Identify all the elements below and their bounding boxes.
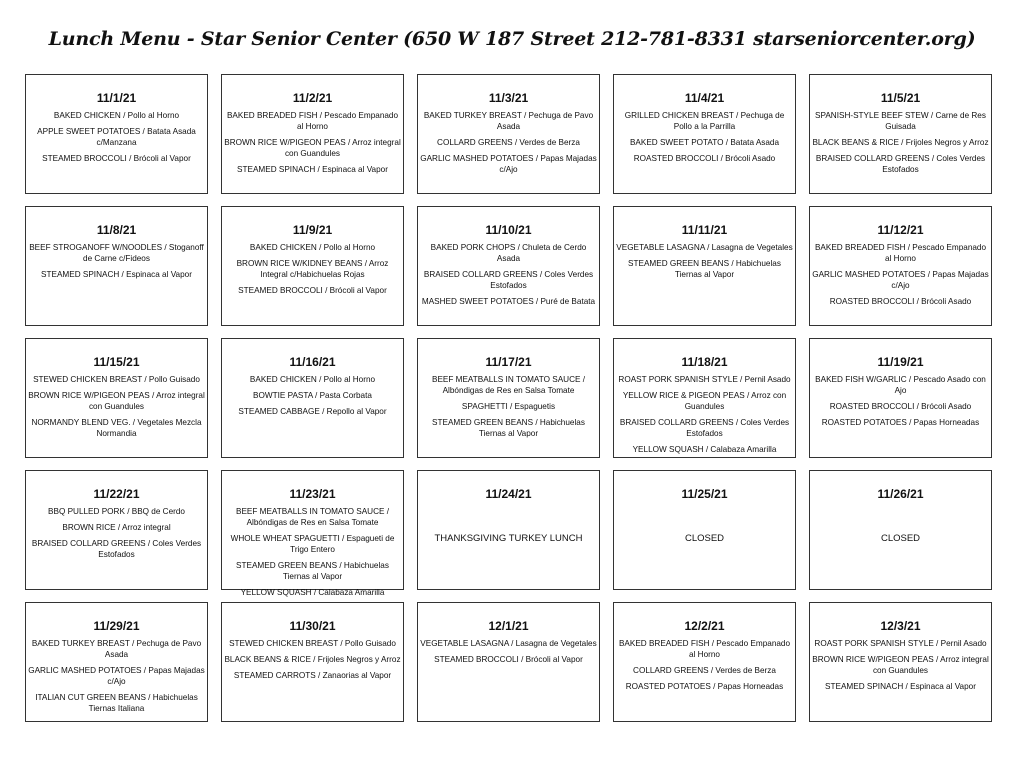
menu-item: BAKED BREADED FISH / Pescado Empanado al Horno — [618, 639, 791, 659]
menu-item: COLLARD GREENS / Verdes de Berza — [633, 666, 776, 675]
menu-item: BEEF STROGANOFF W/NOODLES / Stoganoff de Carne c/Fideos — [29, 243, 204, 263]
menu-item: BRAISED COLLARD GREENS / Coles Verdes Estofados — [423, 270, 594, 290]
day-date: 11/10/21 — [485, 223, 532, 237]
day-cell — [221, 338, 404, 458]
menu-item: ROAST PORK SPANISH STYLE / Pernil Asado — [618, 375, 791, 384]
menu-item: BLACK BEANS & RICE / Frijoles Negros y Arroz — [224, 655, 401, 664]
menu-item: STEAMED SPINACH / Espinaca al Vapor — [41, 270, 192, 279]
day-date: 11/23/21 — [289, 487, 336, 501]
day-note: THANKSGIVING TURKEY LUNCH — [434, 532, 583, 544]
menu-item: WHOLE WHEAT SPAGUETTI / Espagueti de Trigo Entero — [230, 534, 395, 554]
day-date: 11/25/21 — [681, 487, 728, 501]
day-cell — [417, 206, 600, 326]
day-date: 11/2/21 — [292, 91, 333, 105]
day-cell — [809, 206, 992, 326]
day-cell — [417, 338, 600, 458]
menu-item: BAKED TURKEY BREAST / Pechuga de Pavo Asada — [423, 111, 594, 131]
day-date: 11/18/21 — [681, 355, 728, 369]
day-cell — [221, 602, 404, 722]
menu-item: COLLARD GREENS / Verdes de Berza — [437, 138, 580, 147]
day-date: 12/2/21 — [684, 619, 725, 633]
day-cell — [809, 602, 992, 722]
menu-item: YELLOW SQUASH / Calabaza Amarilla — [632, 445, 777, 454]
menu-item: VEGETABLE LASAGNA / Lasagna de Vegetales — [420, 639, 597, 648]
day-cell — [809, 470, 992, 590]
menu-item: BLACK BEANS & RICE / Frijoles Negros y Arroz — [812, 138, 989, 147]
menu-calendar-grid — [25, 74, 992, 722]
menu-item: BRAISED COLLARD GREENS / Coles Verdes Estofados — [619, 418, 790, 438]
menu-item: BBQ PULLED PORK / BBQ de Cerdo — [48, 507, 185, 516]
menu-item: SPANISH-STYLE BEEF STEW / Carne de Res Guisada — [815, 111, 986, 131]
day-cell — [417, 74, 600, 194]
day-cell — [613, 74, 796, 194]
day-date: 11/26/21 — [877, 487, 924, 501]
day-note: CLOSED — [880, 532, 921, 544]
menu-item: BROWN RICE W/PIGEON PEAS / Arroz integral con Guandules — [224, 138, 401, 158]
day-cell — [25, 470, 208, 590]
menu-item: STEWED CHICKEN BREAST / Pollo Guisado — [33, 375, 200, 384]
day-date: 11/22/21 — [93, 487, 140, 501]
day-date: 11/24/21 — [485, 487, 532, 501]
day-date: 12/1/21 — [488, 619, 529, 633]
day-date: 11/16/21 — [289, 355, 336, 369]
menu-item: STEAMED SPINACH / Espinaca al Vapor — [237, 165, 388, 174]
menu-item: ROASTED BROCCOLI / Brócoli Asado — [829, 402, 972, 411]
day-date: 11/12/21 — [877, 223, 924, 237]
menu-item: BRAISED COLLARD GREENS / Coles Verdes Estofados — [815, 154, 986, 174]
day-note-wrapper — [420, 501, 597, 587]
day-cell — [613, 338, 796, 458]
day-cell — [221, 470, 404, 597]
day-date: 11/1/21 — [96, 91, 137, 105]
menu-item: STEAMED SPINACH / Espinaca al Vapor — [825, 682, 976, 691]
menu-item: BAKED BREADED FISH / Pescado Empanado al Horno — [814, 243, 987, 263]
day-cell — [613, 470, 796, 590]
day-cell — [613, 206, 796, 326]
day-cell — [809, 74, 992, 194]
day-date: 12/3/21 — [880, 619, 921, 633]
menu-item: BAKED FISH W/GARLIC / Pescado Asado con Ajo — [815, 375, 986, 395]
menu-title: Lunch Menu - Star Senior Center (650 W 187 Street 212-781-8331 starseniorcenter.org) — [48, 28, 976, 50]
menu-item: ROASTED BROCCOLI / Brócoli Asado — [829, 297, 972, 306]
menu-item: BAKED BREADED FISH / Pescado Empanado al Horno — [226, 111, 399, 131]
menu-item: APPLE SWEET POTATOES / Batata Asada c/Manzana — [37, 127, 196, 147]
menu-item: YELLOW SQUASH / Calabaza Amarilla — [240, 588, 385, 597]
menu-item: STEAMED GREEN BEANS / Habichuelas Tiernas al Vapor — [432, 418, 585, 438]
day-cell — [25, 338, 208, 458]
menu-item: STEAMED CARROTS / Zanaorias al Vapor — [233, 671, 392, 680]
menu-item: BOWTIE PASTA / Pasta Corbata — [253, 391, 372, 400]
menu-item: BROWN RICE W/PIGEON PEAS / Arroz integral con Guandules — [28, 391, 205, 411]
menu-item: GARLIC MASHED POTATOES / Papas Majadas c/Ajo — [28, 666, 205, 686]
menu-item: STEAMED BROCCOLI / Brócoli al Vapor — [42, 154, 191, 163]
menu-item: ROASTED BROCCOLI / Brócoli Asado — [633, 154, 776, 163]
day-date: 11/3/21 — [488, 91, 529, 105]
day-date: 11/8/21 — [96, 223, 137, 237]
menu-item: STEWED CHICKEN BREAST / Pollo Guisado — [229, 639, 396, 648]
day-cell — [25, 74, 208, 194]
menu-item: NORMANDY BLEND VEG. / Vegetales Mezcla Normandia — [31, 418, 202, 438]
menu-item: GRILLED CHICKEN BREAST / Pechuga de Pollo a la Parrilla — [624, 111, 785, 131]
menu-item: BROWN RICE / Arroz integral — [62, 523, 171, 532]
day-date: 11/30/21 — [289, 619, 336, 633]
menu-item: STEAMED BROCCOLI / Brócoli al Vapor — [434, 655, 583, 664]
menu-item: BROWN RICE W/KIDNEY BEANS / Arroz Integral c/Habichuelas Rojas — [236, 259, 389, 279]
menu-item: BAKED CHICKEN / Pollo al Horno — [53, 111, 180, 120]
day-cell — [809, 338, 992, 458]
menu-item: VEGETABLE LASAGNA / Lasagna de Vegetales — [616, 243, 793, 252]
day-date: 11/4/21 — [684, 91, 725, 105]
menu-item: ROASTED POTATOES / Papas Horneadas — [821, 418, 980, 427]
day-cell — [613, 602, 796, 722]
day-date: 11/5/21 — [880, 91, 921, 105]
menu-item: ROASTED POTATOES / Papas Horneadas — [625, 682, 784, 691]
menu-item: STEAMED GREEN BEANS / Habichuelas Tiernas al Vapor — [236, 561, 389, 581]
day-date: 11/9/21 — [292, 223, 333, 237]
menu-item: BAKED SWEET POTATO / Batata Asada — [629, 138, 780, 147]
day-cell — [221, 206, 404, 326]
menu-item: YELLOW RICE & PIGEON PEAS / Arroz con Guandules — [622, 391, 787, 411]
menu-item: BRAISED COLLARD GREENS / Coles Verdes Estofados — [31, 539, 202, 559]
menu-item: STEAMED CABBAGE / Repollo al Vapor — [238, 407, 387, 416]
menu-item: STEAMED BROCCOLI / Brócoli al Vapor — [238, 286, 387, 295]
menu-item: ROAST PORK SPANISH STYLE / Pernil Asado — [814, 639, 987, 648]
day-note: CLOSED — [684, 532, 725, 544]
day-date: 11/11/21 — [681, 223, 728, 237]
menu-item: BAKED CHICKEN / Pollo al Horno — [249, 243, 376, 252]
menu-item: GARLIC MASHED POTATOES / Papas Majadas c/Ajo — [420, 154, 597, 174]
menu-item: BAKED CHICKEN / Pollo al Horno — [249, 375, 376, 384]
day-note-wrapper — [616, 501, 793, 587]
menu-item: SPAGHETTI / Espaguetis — [461, 402, 556, 411]
menu-item: BROWN RICE W/PIGEON PEAS / Arroz integral con Guandules — [812, 655, 989, 675]
menu-item: STEAMED GREEN BEANS / Habichuelas Tiernas al Vapor — [628, 259, 781, 279]
day-cell — [25, 206, 208, 326]
menu-item: BAKED PORK CHOPS / Chuleta de Cerdo Asada — [430, 243, 587, 263]
day-note-wrapper — [812, 501, 989, 587]
menu-item: BAKED TURKEY BREAST / Pechuga de Pavo Asada — [31, 639, 202, 659]
menu-item: GARLIC MASHED POTATOES / Papas Majadas c/Ajo — [812, 270, 989, 290]
day-cell — [221, 74, 404, 194]
day-date: 11/17/21 — [485, 355, 532, 369]
day-cell — [417, 470, 600, 590]
day-cell — [417, 602, 600, 722]
menu-item: MASHED SWEET POTATOES / Puré de Batata — [421, 297, 596, 306]
day-date: 11/29/21 — [93, 619, 140, 633]
day-date: 11/19/21 — [877, 355, 924, 369]
menu-item: BEEF MEATBALLS IN TOMATO SAUCE / Albóndigas de Res en Salsa Tomate — [431, 375, 586, 395]
menu-item: BEEF MEATBALLS IN TOMATO SAUCE / Albóndigas de Res en Salsa Tomate — [235, 507, 390, 527]
day-date: 11/15/21 — [93, 355, 140, 369]
menu-item: ITALIAN CUT GREEN BEANS / Habichuelas Tiernas Italiana — [35, 693, 198, 713]
day-cell — [25, 602, 208, 722]
